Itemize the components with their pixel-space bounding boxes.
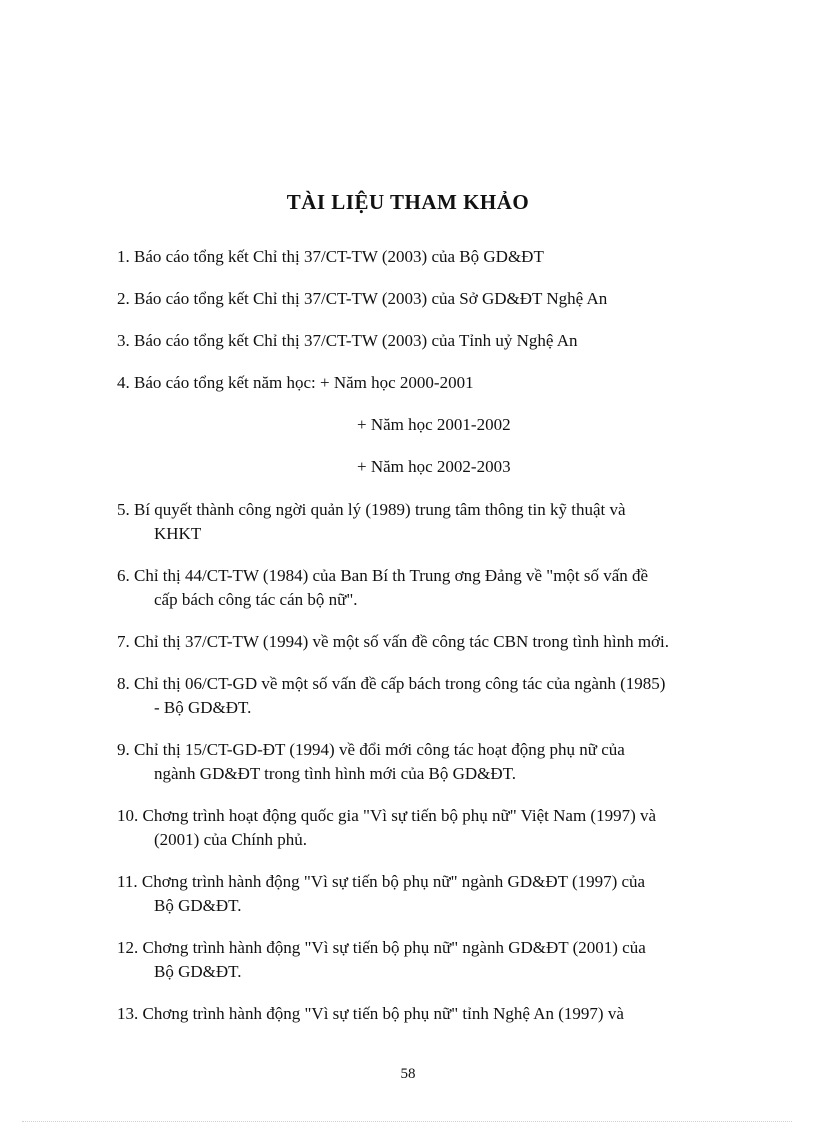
reference-item	[117, 564, 738, 612]
reference-item	[117, 672, 738, 720]
reference-continuation: - Bộ GD&ĐT.	[154, 698, 252, 717]
reference-item	[117, 630, 738, 654]
reference-item	[117, 936, 738, 984]
reference-text: 12. Chơng trình hành động "Vì sự tiến bộ phụ nữ" ngành GD&ĐT (2001) của	[117, 938, 646, 957]
reference-continuation: KHKT	[154, 524, 202, 543]
reference-subitem: + Năm học 2001-2002	[357, 415, 511, 434]
reference-text: 4. Báo cáo tổng kết năm học: + Năm học 2000-2001	[117, 373, 474, 392]
reference-item	[117, 804, 738, 852]
reference-text: 6. Chỉ thị 44/CT-TW (1984) của Ban Bí th Trung ơng Đảng về "một số vấn đề	[117, 566, 649, 585]
reference-text: 8. Chỉ thị 06/CT-GD về một số vấn đề cấp bách trong công tác của ngành (1985)	[117, 674, 666, 693]
footer-divider	[22, 1121, 792, 1122]
reference-text: 7. Chỉ thị 37/CT-TW (1994) về một số vấn đề công tác CBN trong tình hình mới.	[117, 632, 670, 651]
reference-item	[117, 287, 738, 311]
reference-text: 2. Báo cáo tổng kết Chỉ thị 37/CT-TW (2003) của Sở GD&ĐT Nghệ An	[117, 289, 608, 308]
reference-continuation: ngành GD&ĐT trong tình hình mới của Bộ GD&ĐT.	[154, 764, 517, 783]
reference-text: 11. Chơng trình hành động "Vì sự tiến bộ phụ nữ" ngành GD&ĐT (1997) của	[117, 872, 646, 891]
reference-text: 9. Chỉ thị 15/CT-GD-ĐT (1994) về đổi mới công tác hoạt động phụ nữ của	[117, 740, 625, 759]
reference-continuation: cấp bách công tác cán bộ nữ".	[154, 590, 358, 609]
reference-item	[117, 329, 738, 353]
reference-continuation: Bộ GD&ĐT.	[154, 962, 242, 981]
reference-text: 10. Chơng trình hoạt động quốc gia "Vì sự tiến bộ phụ nữ" Việt Nam (1997) và	[117, 806, 657, 825]
page-number: 58	[400, 1066, 416, 1082]
reference-continuation: (2001) của Chính phủ.	[154, 830, 307, 849]
reference-item	[117, 245, 738, 269]
reference-item	[117, 1002, 738, 1026]
reference-item	[117, 738, 738, 786]
page-title: TÀI LIỆU THAM KHẢO	[286, 190, 530, 214]
reference-text: 13. Chơng trình hành động "Vì sự tiến bộ phụ nữ" tỉnh Nghệ An (1997) và	[117, 1004, 624, 1023]
reference-item	[117, 498, 738, 546]
reference-text: 3. Báo cáo tổng kết Chỉ thị 37/CT-TW (2003) của Tỉnh uỷ Nghệ An	[117, 331, 578, 350]
reference-list	[117, 245, 738, 1026]
reference-item	[117, 371, 738, 395]
reference-subitem: + Năm học 2002-2003	[357, 457, 511, 476]
reference-text: 1. Báo cáo tổng kết Chỉ thị 37/CT-TW (2003) của Bộ GD&ĐT	[117, 247, 544, 266]
reference-item	[117, 870, 738, 918]
reference-text: 5. Bí quyết thành công ngời quản lý (1989) trung tâm thông tin kỹ thuật và	[117, 500, 626, 519]
reference-continuation: Bộ GD&ĐT.	[154, 896, 242, 915]
